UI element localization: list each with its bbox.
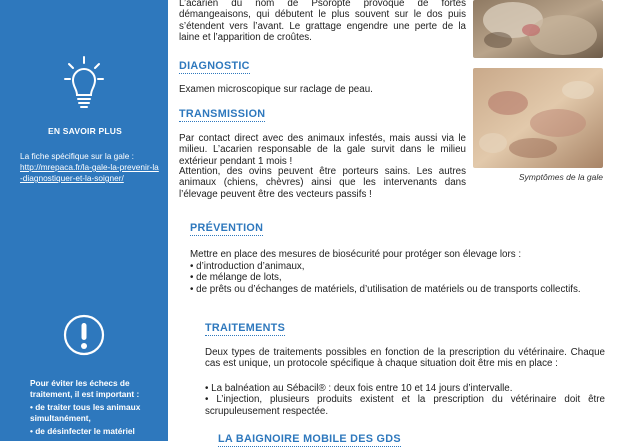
exclamation-icon [63,314,105,356]
sheep-photo [473,0,603,58]
baignoire-heading: LA BAIGNOIRE MOBILE DES GDS [218,433,401,445]
warning-item: • de traiter tous les animaux simultanément, [30,402,141,423]
prevention-item: • d’introduction d’animaux, [190,261,305,272]
warning-block [30,378,158,439]
sidebar [0,0,168,441]
mange-symptoms-photo [473,68,603,168]
transmission-text-2: Attention, des ovins peuvent être porteurs sains. Les autres animaux (chiens, chèvres) ainsi que les intervenants dans l’élevage peuvent être des vecteurs passifs ! [179,166,466,200]
traitements-heading: TRAITEMENTS [205,322,286,334]
photo-caption: Symptômes de la gale [518,172,603,182]
warning-item: • de désinfecter le matériel [30,426,135,436]
info-heading: EN SAVOIR PLUS [48,126,122,136]
lightbulb-icon [64,55,104,111]
prevention-item: • de mélange de lots, [190,272,282,284]
prevention-item: • de prêts ou d’échanges de matériels, d’utilisation de matériels ou de transports collectifs. [190,283,581,295]
prevention-intro: Mettre en place des mesures de biosécurité pour protéger son élevage lors : [190,249,522,260]
traitements-item: • La balnéation au Sébacil® : deux fois entre 10 et 14 jours d’intervalle. [205,383,513,394]
diagnostic-heading: DIAGNOSTIC [179,60,250,72]
info-text: La fiche spécifique sur la gale : [20,151,134,161]
transmission-heading: TRANSMISSION [179,108,266,120]
traitements-intro: Deux types de traitements possibles en fonction de la prescription du vétérinaire. Chaque cas est unique, un protocole spécifique à chaque situation doit être mis en place : [205,347,605,370]
prevention-list [190,261,605,295]
traitements-item: • L’injection, plusieurs produits existent et la prescription du vétérinaire doit être scrupuleusement respectée. [205,394,605,417]
info-block [20,151,160,184]
intro-text: L’acarien du nom de Psoropte provoque de fortes démangeaisons, qui débutent le plus souvent sur le dos puis s’étendent vers l’avant. Le grattage engendre une perte de la laine et l’apparition de croûtes. [179,0,466,43]
traitements-list [205,383,605,417]
info-link[interactable]: http://mrepaca.fr/la-gale-la-prevenir-la-diagnostiquer-et-la-soigner/ [20,162,159,183]
diagnostic-text: Examen microscopique sur raclage de peau. [179,84,373,95]
transmission-text-1: Par contact direct avec des animaux infestés, mais aussi via le milieu. L’acarien responsable de la gale survit dans le milieu extérieur pendant 1 mois ! [179,133,466,167]
warning-intro: Pour éviter les échecs de traitement, il est important : [30,378,140,399]
prevention-heading: PRÉVENTION [190,222,264,234]
